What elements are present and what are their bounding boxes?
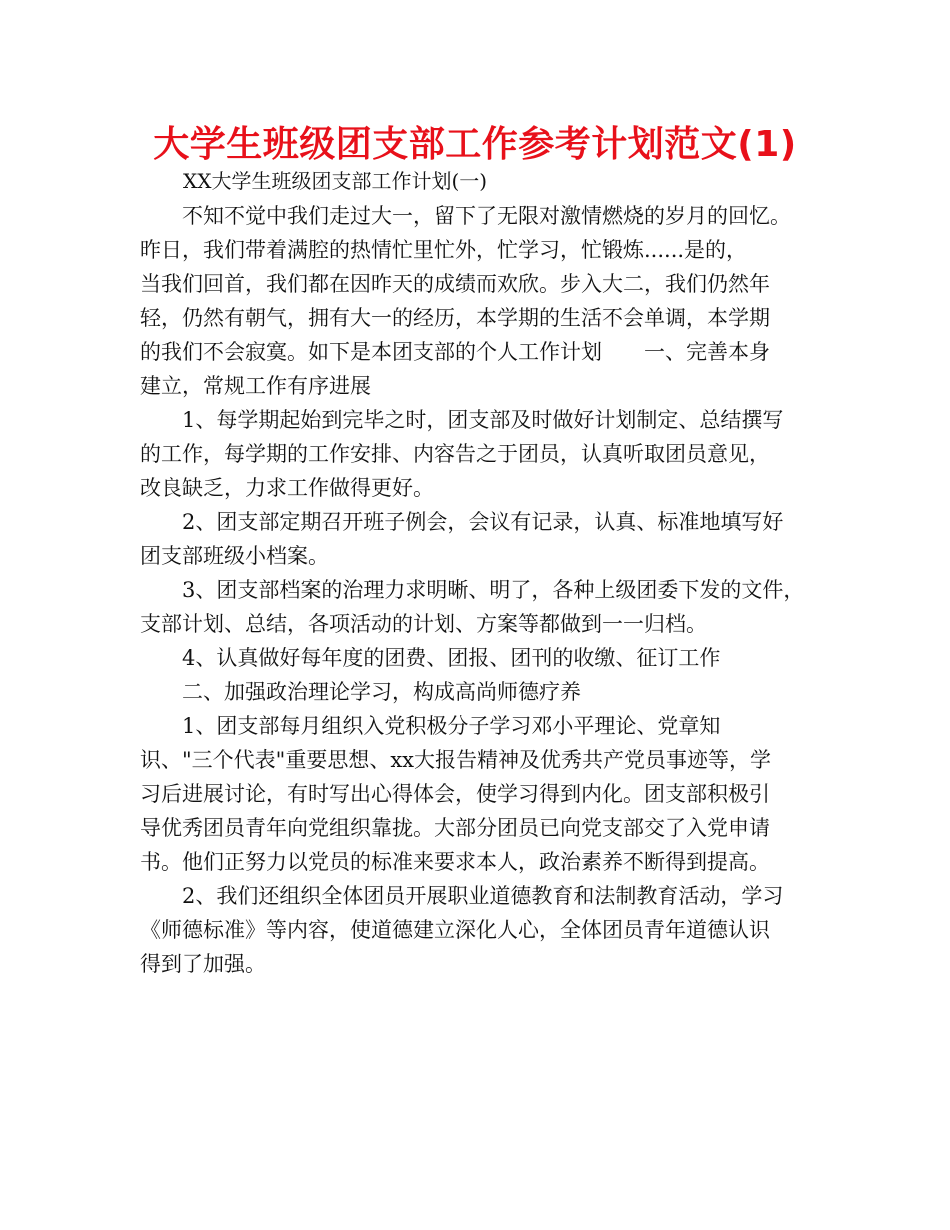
body-line: 《师德标准》等内容，使道德建立深化人心，全体团员青年道德认识: [140, 918, 770, 942]
body-line: 1、团支部每月组织入党积极分子学习邓小平理论、党章知: [140, 714, 721, 738]
body-line: 的我们不会寂寞。如下是本团支部的个人工作计划 一、完善本身: [140, 340, 770, 364]
body-line: 导优秀团员青年向党组织靠拢。大部分团员已向党支部交了入党申请: [140, 816, 770, 840]
body-line: 昨日，我们带着满腔的热情忙里忙外，忙学习，忙锻炼......是的，: [140, 238, 748, 262]
document-body: [140, 199, 830, 981]
body-line: 书。他们正努力以党员的标准来要求本人，政治素养不断得到提高。: [140, 850, 770, 874]
body-line: 3、团支部档案的治理力求明晰、明了，各种上级团委下发的文件，: [140, 578, 805, 602]
document-title: 大学生班级团支部工作参考计划范文(1): [153, 124, 797, 165]
body-line: 4、认真做好每年度的团费、团报、团刊的收缴、征订工作: [140, 646, 721, 670]
body-line: 二、加强政治理论学习，构成高尚师德疗养: [140, 680, 581, 704]
body-line: 当我们回首，我们都在因昨天的成绩而欢欣。步入大二，我们仍然年: [140, 272, 770, 296]
body-line: 1、每学期起始到完毕之时，团支部及时做好计划制定、总结撰写: [140, 408, 784, 432]
body-line: 习后进展讨论，有时写出心得体会，使学习得到内化。团支部积极引: [140, 782, 770, 806]
body-line: 支部计划、总结，各项活动的计划、方案等都做到一一归档。: [140, 612, 707, 636]
body-line: 改良缺乏，力求工作做得更好。: [140, 476, 434, 500]
body-line: 不知不觉中我们走过大一，留下了无限对激情燃烧的岁月的回忆。: [140, 204, 791, 228]
body-line: 的工作，每学期的工作安排、内容告之于团员，认真听取团员意见，: [140, 442, 770, 466]
body-line: 2、我们还组织全体团员开展职业道德教育和法制教育活动，学习: [140, 884, 784, 908]
body-line: 识、"三个代表"重要思想、xx大报告精神及优秀共产党员事迹等，学: [140, 748, 772, 772]
body-line: 团支部班级小档案。: [140, 544, 329, 568]
document-subtitle: XX大学生班级团支部工作计划(一): [183, 169, 488, 193]
body-line: 2、团支部定期召开班子例会，会议有记录，认真、标准地填写好: [140, 510, 784, 534]
body-line: 得到了加强。: [140, 952, 266, 976]
body-line: 建立，常规工作有序进展: [140, 374, 371, 398]
body-line: 轻，仍然有朝气，拥有大一的经历，本学期的生活不会单调，本学期: [140, 306, 770, 330]
